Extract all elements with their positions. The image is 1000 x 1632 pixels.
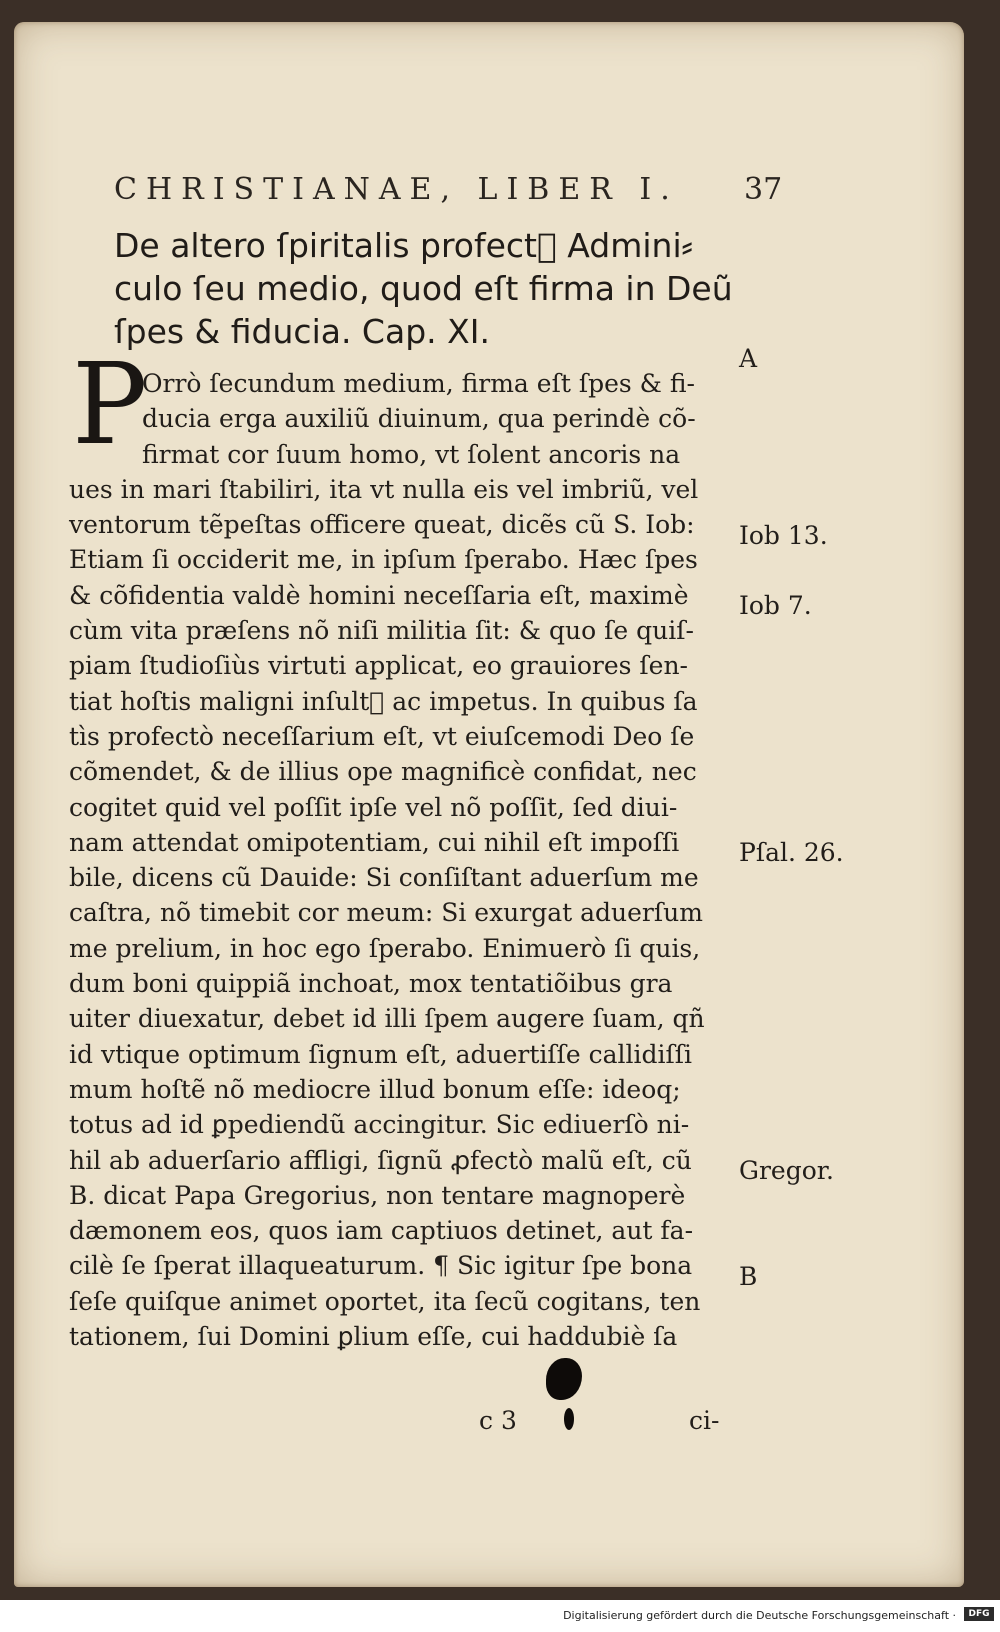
text-line: uiter diuexatur, debet id illi ſpem augere ſuam, qñ [69,1004,705,1034]
chapter-heading [114,224,754,353]
text-line: cùm vita præſens nõ niſi militia ſit: & quo ſe quiſ- [69,616,694,646]
text-line: bile, dicens cũ Dauide: Si conſiſtant aduerſum me [69,863,699,893]
ink-blot [546,1358,582,1400]
text-line: dum boni quippiã inchoat, mox tentatiõibus gra [69,969,673,999]
text-line: ſeſe quiſque animet oportet, ita ſecũ cogitans, ten [69,1286,701,1316]
text-line: tiat hoſtis maligni inſult᷒ ac impetus. In quibus ſa [69,686,698,716]
margin-note: Pſal. 26. [739,838,844,868]
text-line: ues in mari ſtabiliri, ita vt nulla eis vel imbriũ, vel [69,474,699,504]
text-line: cilè ſe ſperat illaqueaturum. ¶ Sic igitur ſpe bona [69,1251,693,1281]
chapter-heading-line: De altero ſpiritalis profect᷒ Admini⸗ [114,226,693,265]
text-line: hil ab aduerſario affligi, ſignũ ꝓfectò malũ eſt, cũ [69,1145,692,1175]
text-line: dæmonem eos, quos iam captiuos detinet, aut fa- [69,1216,694,1246]
margin-note: Iob 7. [739,591,812,621]
footer-credit: Digitalisierung gefördert durch die Deutsche Forschungsgemeinschaft · [563,1609,956,1622]
margin-note: Gregor. [739,1155,834,1185]
chapter-heading-line: ſpes & fiducia. Cap. XI. [114,312,490,351]
text-line: tationem, ſui Domini ꝑlium eſſe, cui haddubiè ſa [69,1322,678,1352]
drop-cap: P [72,340,148,470]
footer-bar [0,1600,1000,1632]
page-number: 37 [744,172,783,207]
text-line: Etiam ſi occiderit me, in ipſum ſperabo. Hæc ſpes [69,545,698,575]
margin-note: B [739,1261,758,1291]
text-line: B. dicat Papa Gregorius, non tentare magnoperè [69,1180,686,1210]
text-line: ventorum tẽpeſtas officere queat, dicẽs cũ S. Iob: [69,510,695,540]
signature-mark: c 3 [479,1406,517,1435]
signature-line [479,1406,729,1435]
chapter-heading-line: culo ſeu medio, quod eſt firma in Deũ [114,269,733,308]
text-line: ducia erga auxiliũ diuinum, qua perindè cõ- [142,404,696,434]
text-line: piam ſtudioſiùs virtuti applicat, eo grauiores ſen- [69,651,689,681]
text-line: me prelium, in hoc ego ſperabo. Enimuerò ſi quis, [69,933,701,963]
running-head-title: CHRISTIANAE, LIBER I. [114,172,679,207]
running-head [114,172,783,207]
text-line: tìs profectò neceſſarium eſt, vt eiuſcemodi Deo ſe [69,721,695,751]
margin-note: A [739,344,758,373]
margin-note: Iob 13. [739,520,828,550]
text-line: totus ad id ꝑpediendũ accingitur. Sic ediuerſò ni- [69,1110,690,1140]
book-page [14,22,964,1587]
body-text [69,366,729,1354]
text-line: cogitet quid vel poſſit ipſe vel nõ poſſit, ſed diui- [69,792,678,822]
ink-spot [564,1408,574,1430]
text-line: & cõfidentia valdè homini neceſſaria eſt, maximè [69,580,689,610]
text-line: id vtique optimum ſignum eſt, aduertiſſe callidiſſi [69,1039,693,1069]
text-line: nam attendat omipotentiam, cui nihil eſt impoſſi [69,827,680,857]
text-line: mum hoſtẽ nõ mediocre illud bonum eſſe: ideoq; [69,1074,681,1104]
dfg-logo: DFG [964,1607,994,1621]
text-line: caſtra, nõ timebit cor meum: Si exurgat aduerſum [69,898,703,928]
text-line: Orrò ſecundum medium, firma eſt ſpes & fi- [142,369,695,398]
catchword: ci- [689,1406,720,1435]
text-line: cõmendet, & de illius ope magnificè confidat, nec [69,757,697,787]
text-line: firmat cor ſuum homo, vt ſolent ancoris na [142,439,681,469]
